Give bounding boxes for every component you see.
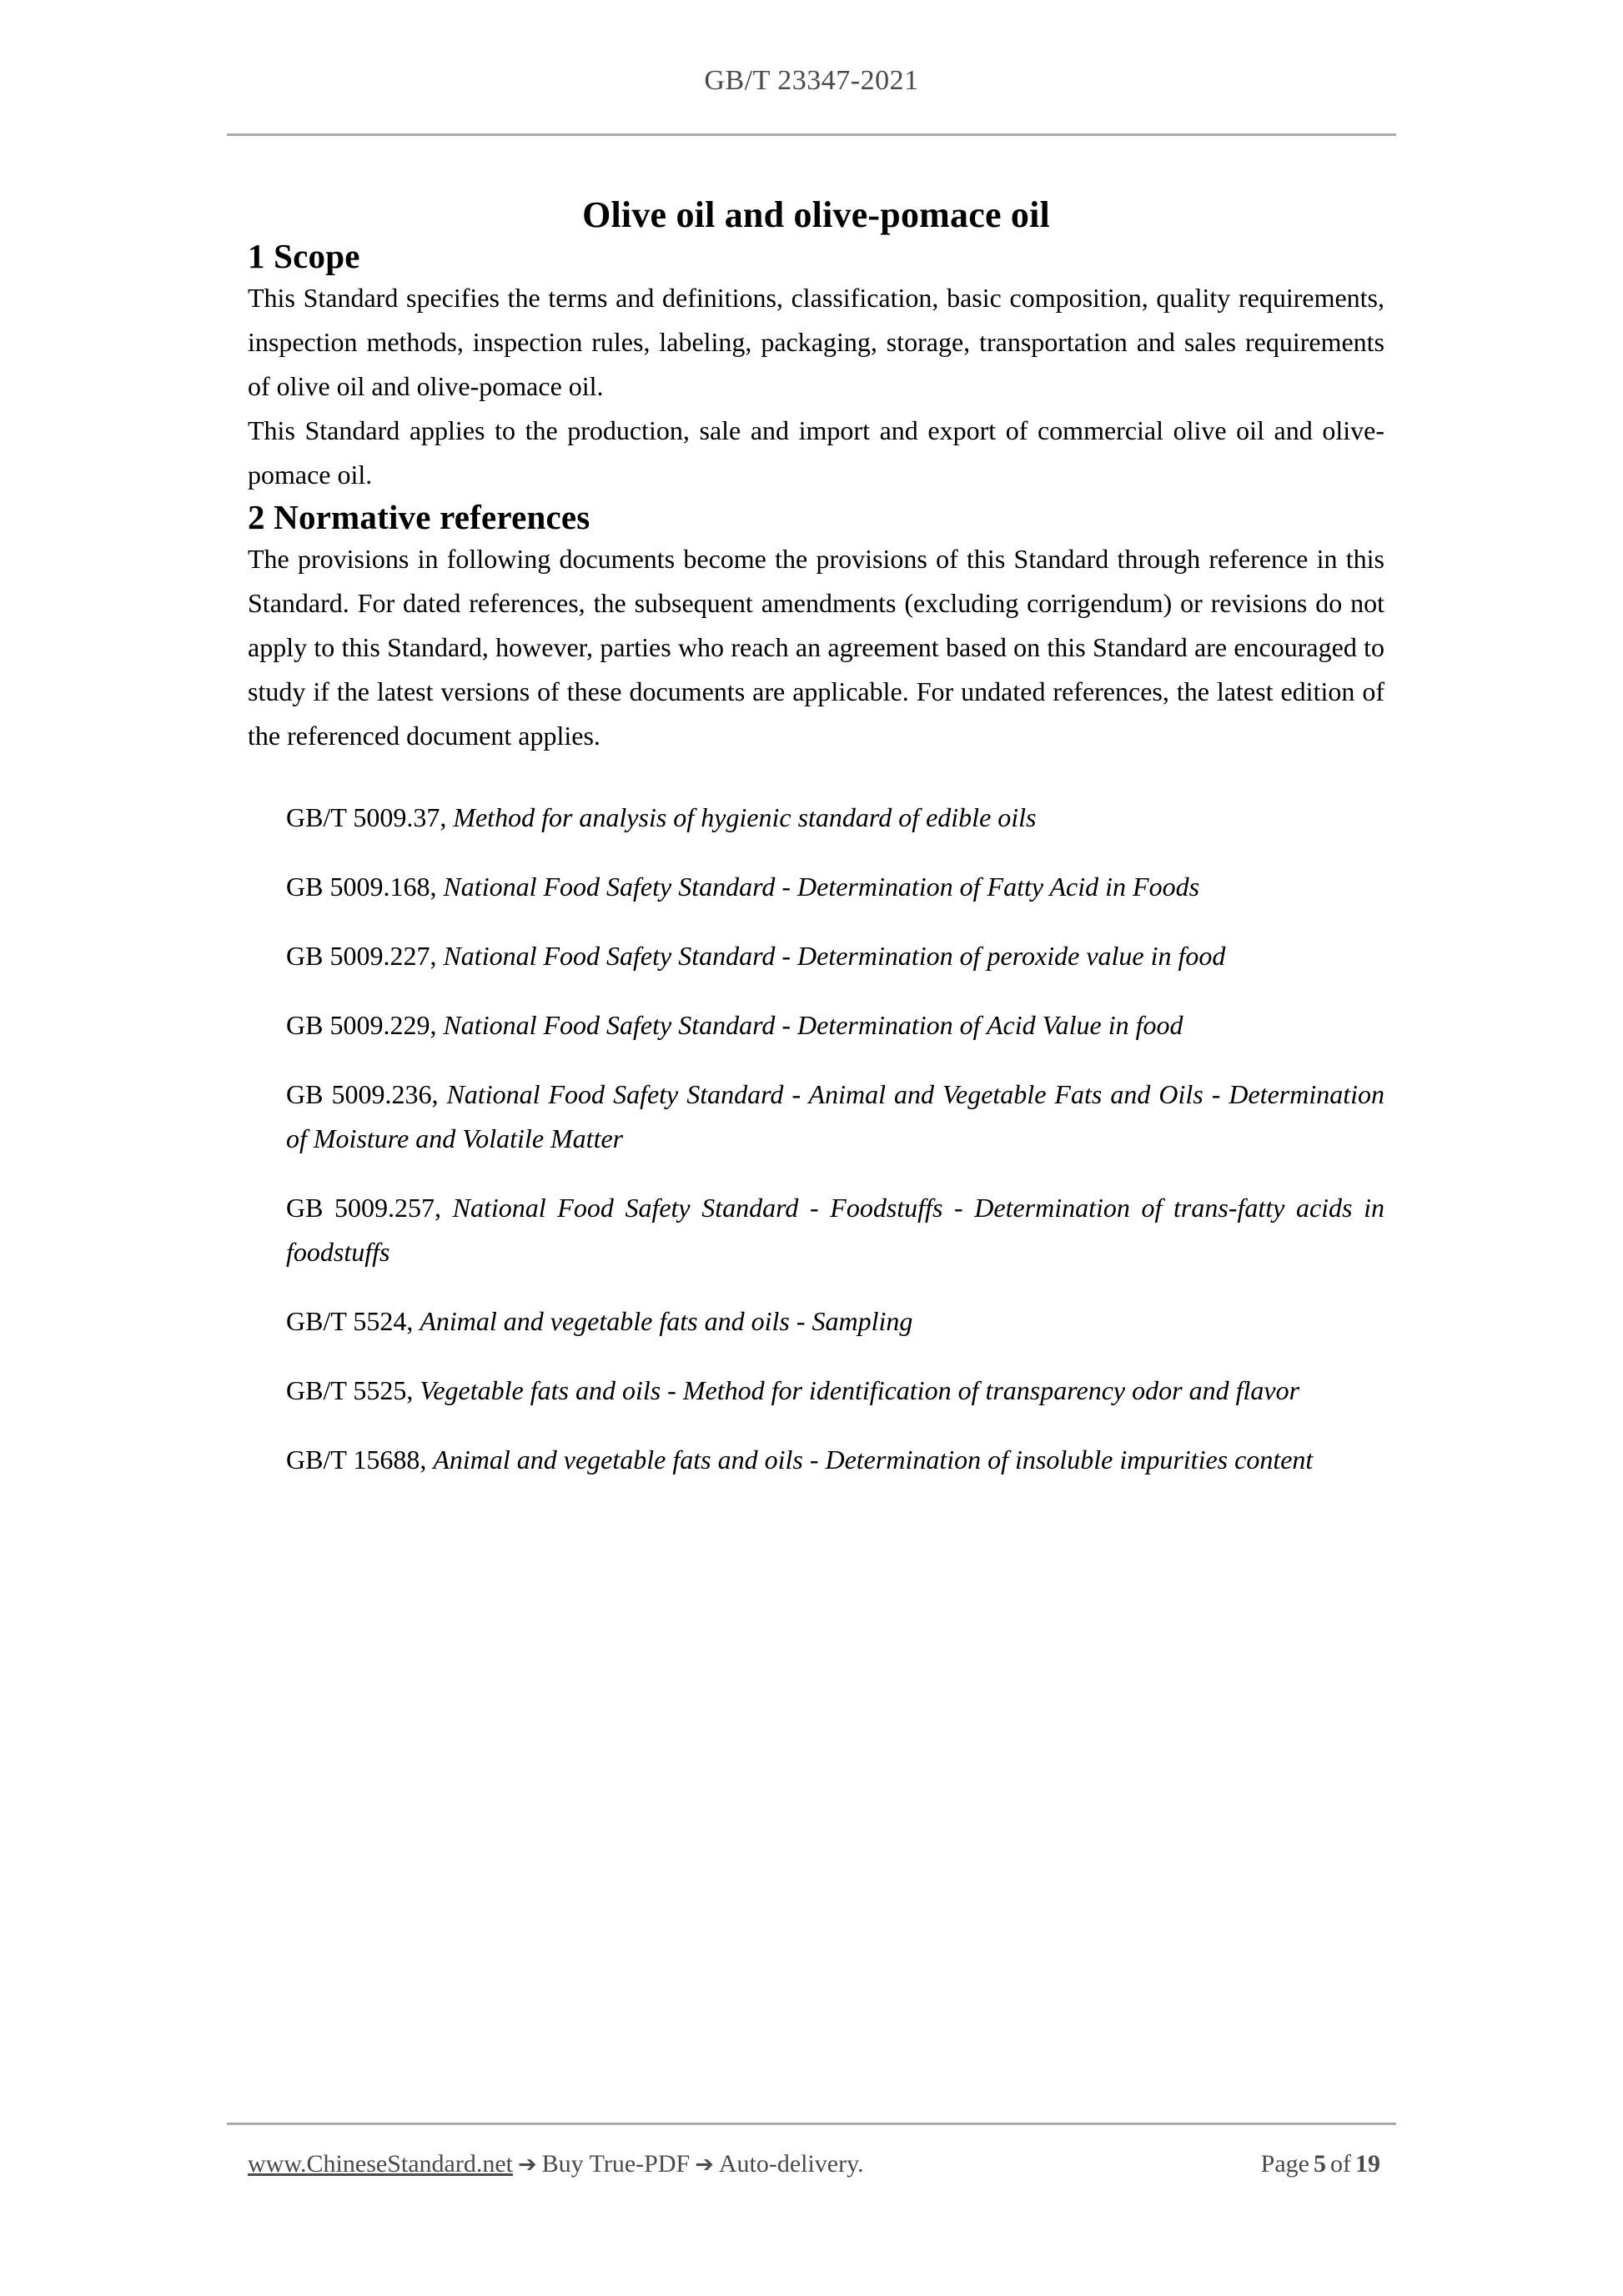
reference-code: GB/T 5524,: [286, 1306, 414, 1336]
arrow-right-icon: ➔: [518, 2152, 537, 2178]
list-item: [286, 1073, 1384, 1161]
footer-divider: [227, 2123, 1396, 2125]
footer-promo-delivery: Auto-delivery.: [718, 2150, 864, 2178]
list-item: [286, 1299, 1384, 1344]
reference-title: National Food Safety Standard - Determination of peroxide value in food: [443, 941, 1226, 971]
list-item: [286, 1369, 1384, 1413]
reference-title: Animal and vegetable fats and oils - Sampling: [420, 1306, 913, 1336]
page-label: Page: [1260, 2150, 1309, 2178]
section-heading-scope: 1 Scope: [248, 237, 360, 275]
website-link[interactable]: www.ChineseStandard.net: [248, 2150, 513, 2178]
reference-code: GB 5009.257,: [286, 1193, 442, 1223]
list-item: [286, 1186, 1384, 1274]
document-code: GB/T 23347-2021: [704, 65, 919, 96]
document-content: [248, 171, 1384, 1482]
reference-code: GB 5009.227,: [286, 941, 437, 971]
reference-title: National Food Safety Standard - Determination of Acid Value in food: [443, 1010, 1183, 1040]
current-page-number: 5: [1314, 2150, 1326, 2178]
list-item: [286, 865, 1384, 909]
total-page-number: 19: [1355, 2150, 1380, 2178]
of-label: of: [1330, 2150, 1351, 2178]
section-heading-normative-references: 2 Normative references: [248, 498, 590, 536]
page-title: Olive oil and olive-pomace oil: [582, 194, 1050, 235]
footer-promo: [248, 2150, 864, 2178]
reference-code: GB 5009.236,: [286, 1079, 439, 1109]
reference-code: GB/T 15688,: [286, 1444, 427, 1475]
reference-title: National Food Safety Standard - Animal and Vegetable Fats and Oils - Determination of Moisture and Volatile Matter: [286, 1079, 1385, 1153]
reference-code: GB 5009.168,: [286, 872, 437, 902]
page-indicator: [1261, 2150, 1384, 2178]
reference-title: Vegetable fats and oils - Method for identification of transparency odor and flavor: [420, 1375, 1300, 1405]
reference-title: Animal and vegetable fats and oils - Determination of insoluble impurities content: [433, 1444, 1314, 1475]
reference-title: National Food Safety Standard - Foodstuffs - Determination of trans-fatty acids in foodstuffs: [286, 1193, 1385, 1267]
normative-reference-list: [248, 796, 1384, 1482]
arrow-right-icon: ➔: [695, 2152, 714, 2178]
scope-paragraph-2: This Standard applies to the production, sale and import and export of commercial olive oil and olive-pomace oil.: [248, 415, 1384, 490]
page-footer: [248, 2150, 1384, 2178]
footer-promo-buy: Buy True-PDF: [541, 2150, 691, 2178]
list-item: [286, 1438, 1384, 1482]
reference-title: National Food Safety Standard - Determination of Fatty Acid in Foods: [443, 872, 1200, 902]
reference-code: GB/T 5009.37,: [286, 802, 447, 832]
reference-title: Method for analysis of hygienic standard of edible oils: [453, 802, 1037, 832]
reference-code: GB/T 5525,: [286, 1375, 414, 1405]
page-header: [0, 65, 1623, 97]
list-item: [286, 1003, 1384, 1048]
normative-references-intro: The provisions in following documents become the provisions of this Standard through reference in this Standard. For dated references, the subsequent amendments (excluding corrigendum) or revisions do not apply to this Standard, however, parties who reach an agreement based on this Standard are encouraged to study if the latest versions of these documents are applicable. For undated references, the latest edition of the referenced document applies.: [248, 544, 1384, 751]
list-item: [286, 934, 1384, 978]
reference-code: GB 5009.229,: [286, 1010, 437, 1040]
scope-paragraph-1: This Standard specifies the terms and definitions, classification, basic composition, quality requirements, inspection methods, inspection rules, labeling, packaging, storage, transportation and sales requirements of olive oil and olive-pomace oil.: [248, 283, 1384, 401]
list-item: [286, 796, 1384, 840]
header-divider: [227, 133, 1396, 136]
